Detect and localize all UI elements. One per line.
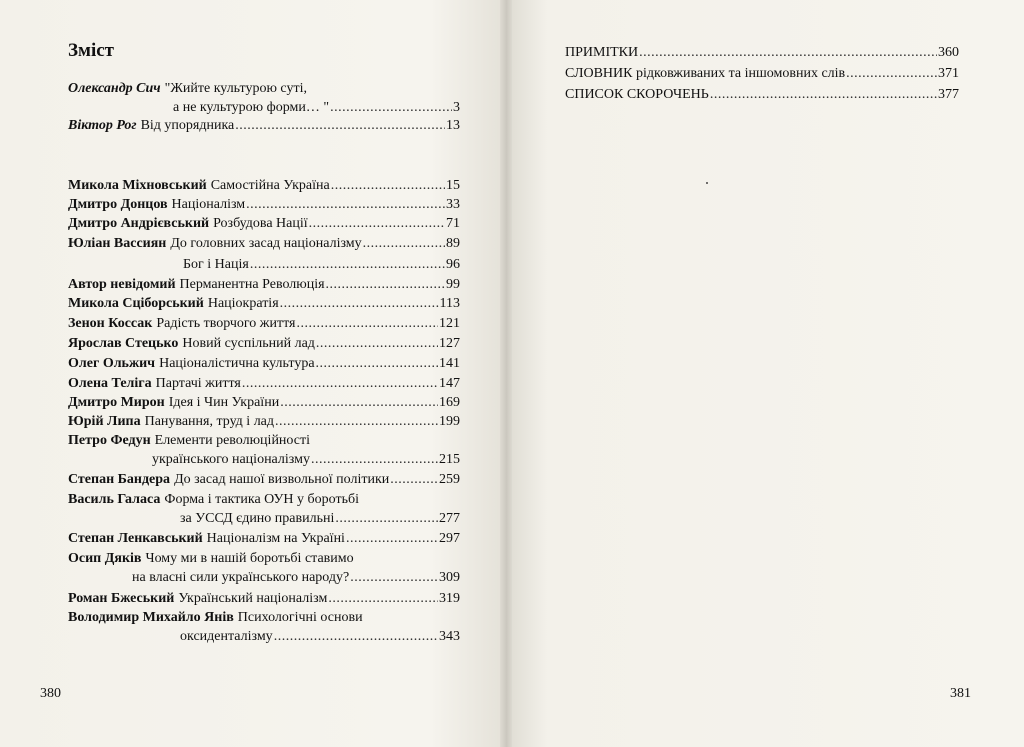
toc-entry xyxy=(68,550,460,588)
toc-leader xyxy=(242,375,438,392)
toc-leader xyxy=(316,335,438,352)
toc-title: Радість творчого життя xyxy=(156,316,296,331)
toc-page-number: 96 xyxy=(446,257,460,272)
toc-author: Віктор Рог xyxy=(68,118,137,133)
toc-author: Юліан Вассиян xyxy=(68,236,167,251)
toc-leader xyxy=(296,315,438,332)
toc-author: Автор невідомий xyxy=(68,277,176,292)
toc-title: Самостійна Україна xyxy=(210,178,330,193)
toc-page-number: 71 xyxy=(446,216,460,231)
toc-entry xyxy=(565,44,959,63)
toc-title: Націоналістична культура xyxy=(159,356,315,371)
toc-leader xyxy=(331,177,445,194)
toc-page-number: 89 xyxy=(446,236,460,251)
toc-page-number: 113 xyxy=(439,296,460,311)
toc-title: Націоналізм на Україні xyxy=(206,531,345,546)
toc-page-number: 371 xyxy=(938,66,959,81)
toc-page-number: 309 xyxy=(439,570,460,585)
toc-page-number: 99 xyxy=(446,277,460,292)
toc-title: Новий суспільний лад xyxy=(182,336,315,351)
toc-leader xyxy=(846,65,937,82)
toc-page-number: 3 xyxy=(453,100,460,115)
toc-entry xyxy=(68,375,460,394)
toc-leader xyxy=(280,295,439,312)
toc-author: Олег Ольжич xyxy=(68,356,156,371)
toc-leader xyxy=(328,590,438,607)
toc-entry xyxy=(565,65,959,84)
toc-entry xyxy=(68,394,460,413)
toc-entry xyxy=(68,335,460,354)
toc-entry xyxy=(68,590,460,609)
toc-title: Український націоналізм xyxy=(178,591,328,606)
toc-title: Партачі життя xyxy=(155,376,241,391)
toc-author: Степан Бандера xyxy=(68,472,171,487)
toc-title: Націократія xyxy=(207,296,279,311)
toc-page-number: 319 xyxy=(439,591,460,606)
toc-author: Осип Дяків xyxy=(68,551,142,566)
toc-entry xyxy=(68,117,460,136)
toc-leader xyxy=(250,256,445,273)
toc-page-number: 121 xyxy=(439,316,460,331)
toc-page-number: 13 xyxy=(446,118,460,133)
toc-title: Чому ми в нашій боротьбі ставимо xyxy=(145,551,354,566)
paper-speck xyxy=(706,182,708,184)
toc-author: Петро Федун xyxy=(68,433,151,448)
toc-page-number: 147 xyxy=(439,376,460,391)
toc-entry xyxy=(68,276,460,295)
toc-page-number: 297 xyxy=(439,531,460,546)
toc-entry xyxy=(68,491,460,529)
toc-entry xyxy=(68,295,460,314)
toc-entry xyxy=(68,177,460,196)
toc-author: Василь Галаса xyxy=(68,492,161,507)
toc-entry xyxy=(68,315,460,334)
toc-author: Степан Ленкавський xyxy=(68,531,203,546)
toc-entry xyxy=(68,235,460,254)
toc-leader xyxy=(275,413,438,430)
toc-page-number: 141 xyxy=(439,356,460,371)
toc-leader xyxy=(316,355,438,372)
toc-author: Юрій Липа xyxy=(68,414,141,429)
toc-title: До головних засад націоналізму xyxy=(170,236,362,251)
toc-entry xyxy=(68,256,460,275)
toc-entry xyxy=(68,530,460,549)
toc-page-number: 33 xyxy=(446,197,460,212)
toc-leader xyxy=(390,471,438,488)
toc-leader xyxy=(280,394,438,411)
right-page xyxy=(506,0,1024,747)
toc-title: Перманентна Революція xyxy=(179,277,325,292)
toc-title: Панування, труд і лад xyxy=(144,414,275,429)
toc-page-number: 259 xyxy=(439,472,460,487)
toc-leader xyxy=(309,215,445,232)
toc-entry xyxy=(68,609,460,647)
toc-title: оксиденталізму xyxy=(180,629,273,644)
toc-leader xyxy=(246,196,445,213)
toc-entry xyxy=(68,355,460,374)
book-gutter xyxy=(500,0,512,747)
toc-title: Елементи революційності xyxy=(154,433,310,448)
toc-author: Володимир Михайло Янів xyxy=(68,610,234,625)
toc-title: Ідея і Чин України xyxy=(168,395,280,410)
toc-title: СПИСОК СКОРОЧЕНЬ xyxy=(565,87,709,102)
toc-page-number: 215 xyxy=(439,452,460,467)
toc-entry xyxy=(565,86,959,105)
left-page-number: 380 xyxy=(40,686,61,701)
toc-entry xyxy=(68,413,460,432)
toc-leader xyxy=(363,235,445,252)
toc-author: Микола Сціборський xyxy=(68,296,204,311)
toc-author: Олена Теліга xyxy=(68,376,152,391)
toc-leader xyxy=(311,451,438,468)
toc-author: Зенон Коссак xyxy=(68,316,153,331)
toc-entry xyxy=(68,196,460,215)
toc-page-number: 199 xyxy=(439,414,460,429)
toc-title: Бог і Нація xyxy=(183,257,249,272)
toc-title: СЛОВНИК рідковживаних та іншомовних слів xyxy=(565,66,846,81)
toc-title: Націоналізм xyxy=(171,197,246,212)
toc-author: Дмитро Андрієвський xyxy=(68,216,210,231)
toc-leader xyxy=(274,628,438,645)
toc-title: на власні сили українського народу? xyxy=(132,570,350,585)
toc-leader xyxy=(710,86,937,103)
toc-title: "Жийте культурою суті, xyxy=(164,81,307,96)
toc-page-number: 15 xyxy=(446,178,460,193)
toc-leader xyxy=(639,44,937,61)
toc-author: Олександр Сич xyxy=(68,81,161,96)
toc-title: ПРИМІТКИ xyxy=(565,45,639,60)
toc-title: Форма і тактика ОУН у боротьбі xyxy=(164,492,359,507)
toc-page-number: 377 xyxy=(938,87,959,102)
contents-heading: Зміст xyxy=(68,40,115,61)
toc-page-number: 343 xyxy=(439,629,460,644)
toc-leader xyxy=(235,117,445,134)
toc-leader xyxy=(346,530,438,547)
toc-leader xyxy=(350,569,438,586)
toc-author: Дмитро Мирон xyxy=(68,395,165,410)
toc-page-number: 277 xyxy=(439,511,460,526)
toc-title: До засад нашої визвольної політики xyxy=(174,472,390,487)
toc-author: Дмитро Донцов xyxy=(68,197,168,212)
toc-title: Психологічні основи xyxy=(237,610,363,625)
toc-page-number: 360 xyxy=(938,45,959,60)
toc-leader xyxy=(330,99,452,116)
toc-page-number: 169 xyxy=(439,395,460,410)
toc-entry xyxy=(68,432,460,470)
toc-title: Від упорядника xyxy=(140,118,235,133)
toc-leader xyxy=(326,276,445,293)
toc-title: Розбудова Нації xyxy=(213,216,308,231)
toc-page-number: 127 xyxy=(439,336,460,351)
toc-title: за УССД єдино правильні xyxy=(180,511,335,526)
toc-entry xyxy=(68,471,460,490)
toc-leader xyxy=(335,510,438,527)
toc-author: Ярослав Стецько xyxy=(68,336,179,351)
toc-title: українського націоналізму xyxy=(152,452,310,467)
toc-entry xyxy=(68,215,460,234)
toc-entry xyxy=(68,80,460,118)
toc-title: а не культурою форми… " xyxy=(173,100,330,115)
right-page-number: 381 xyxy=(950,686,971,701)
toc-author: Роман Бжеський xyxy=(68,591,175,606)
toc-author: Микола Міхновський xyxy=(68,178,207,193)
